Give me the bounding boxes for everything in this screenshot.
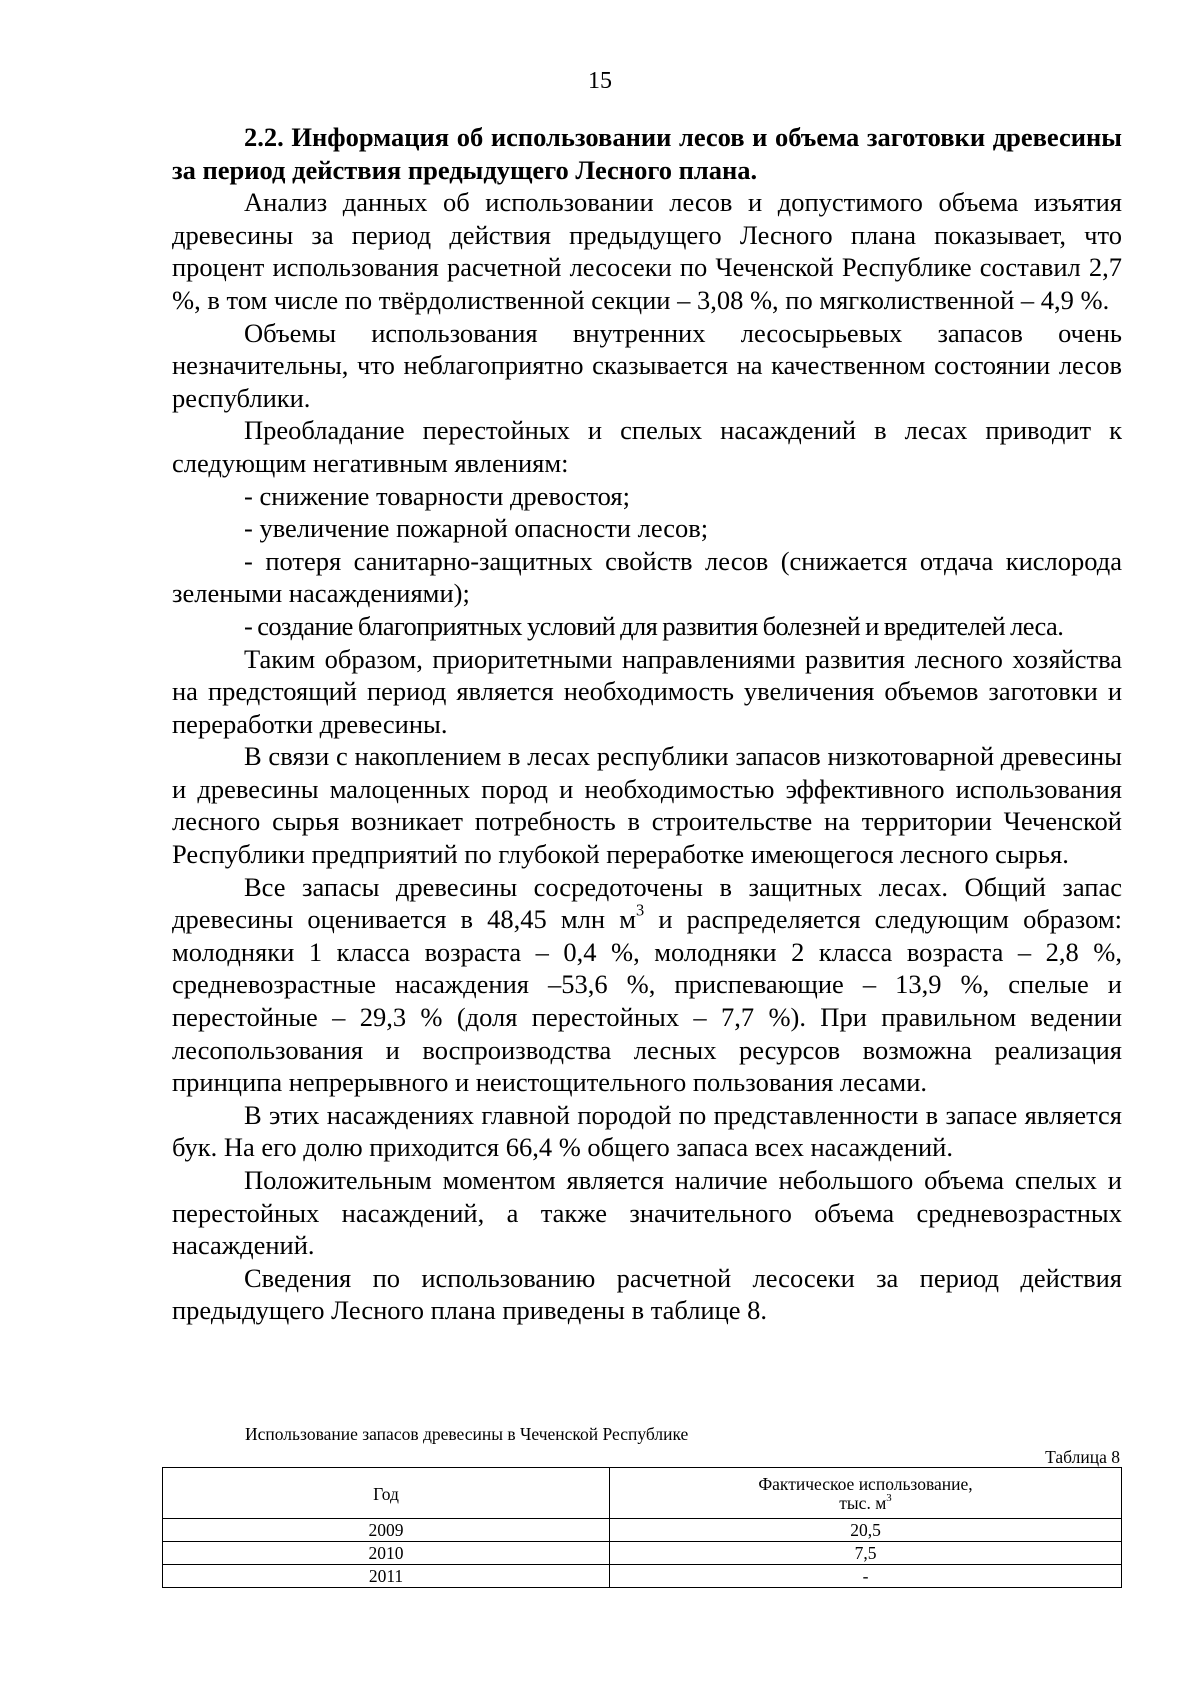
paragraph-positive: Положительным моментом является наличие небольшого объема спелых и перестойных насаждений, а также значительного объема средневозрастных насаждений. xyxy=(172,1165,1122,1261)
table-header-row xyxy=(163,1468,1122,1519)
cell-year: 2010 xyxy=(163,1542,610,1565)
stock-text-end: и распределяется следующим образом: молодняки 1 класса возраста – 0,4 %, молодняки 2 класса возраста – 2,8 %, средневозрастные насаждения –53,6 %, приспевающие – 13,9 %, спелые и перестойные – 29,3 % (доля перестойных – 7,7 %). При правильном ведении лесопользования и воспроизводства лесных ресурсов возможна реализация принципа непрерывного и неистощительного пользования лесами. xyxy=(172,904,1123,1098)
paragraph-negative-effects: Преобладание перестойных и спелых насаждений в лесах приводит к следующим негативным явлениям: xyxy=(172,415,1122,478)
header-usage-line2: тыс. м xyxy=(839,1493,887,1513)
paragraph-beech: В этих насаждениях главной породой по представленности в запасе является бук. На его долю приходится 66,4 % общего запаса всех насаждений. xyxy=(172,1099,1122,1163)
paragraph-reserves-usage: Объемы использования внутренних лесосырьевых запасов очень незначительны, что неблагоприятно сказывается на качественном состоянии лесов республики. xyxy=(172,317,1122,413)
cell-value: 20,5 xyxy=(610,1519,1122,1542)
header-actual-usage xyxy=(610,1468,1122,1519)
paragraph-table-reference: Сведения по использованию расчетной лесосеки за период действия предыдущего Лесного плана приведены в таблице 8. xyxy=(172,1262,1122,1326)
table-row xyxy=(163,1519,1122,1542)
cell-value: - xyxy=(610,1565,1122,1588)
cubic-superscript: 3 xyxy=(636,900,645,920)
list-item-marketability: - снижение товарности древостоя; xyxy=(244,480,630,511)
cell-value: 7,5 xyxy=(610,1542,1122,1565)
section-heading: 2.2. Информация об использовании лесов и объема заготовки древесины за период действия предыдущего Лесного плана. xyxy=(172,122,1122,185)
paragraph-priorities: Таким образом, приоритетными направлениями развития лесного хозяйства на предстоящий период является необходимость увеличения объемов заготовки и переработки древесины. xyxy=(172,643,1122,739)
wood-usage-table xyxy=(162,1467,1122,1588)
header-usage-superscript: 3 xyxy=(886,1491,892,1504)
document-body xyxy=(172,121,1122,1327)
paragraph-processing-need: В связи с накоплением в лесах республики запасов низкотоварной древесины и древесины малоценных пород и необходимостью эффективного использования лесного сырья возникает потребность в строительстве на территории Чеченской Республики предприятий по глубокой переработке имеющегося лесного сырья. xyxy=(172,741,1122,870)
list-item-diseases-pests: - создание благоприятных условий для развития болезней и вредителей леса. xyxy=(244,610,1064,641)
table-row xyxy=(163,1542,1122,1565)
cell-year: 2009 xyxy=(163,1519,610,1542)
list-item-fire-danger: - увеличение пожарной опасности лесов; xyxy=(244,513,709,544)
cell-year: 2011 xyxy=(163,1565,610,1588)
paragraph-total-stock xyxy=(172,871,1122,1099)
list-item-protective-properties: - потеря санитарно-защитных свойств лесов (снижается отдача кислорода зелеными насаждениями); xyxy=(172,545,1122,609)
header-year: Год xyxy=(163,1468,610,1519)
table-number: Таблица 8 xyxy=(1045,1447,1120,1467)
table-row xyxy=(163,1565,1122,1588)
page-number: 15 xyxy=(588,68,612,94)
table-caption: Использование запасов древесины в Чеченской Республике xyxy=(245,1424,689,1444)
header-usage-line1: Фактическое использование, xyxy=(758,1474,973,1494)
stock-text-start: Все запасы древесины сосредоточены в защитных лесах. Общий запас древесины оценивается в 48,45 млн м xyxy=(172,871,1122,935)
paragraph-usage-analysis: Анализ данных об использовании лесов и допустимого объема изъятия древесины за период действия предыдущего Лесного плана показывает, что процент использования расчетной лесосеки по Чеченской Республике составил 2,7 %, в том числе по твёрдолиственной секции – 3,08 %, по мягколиственной – 4,9 %. xyxy=(172,187,1122,315)
